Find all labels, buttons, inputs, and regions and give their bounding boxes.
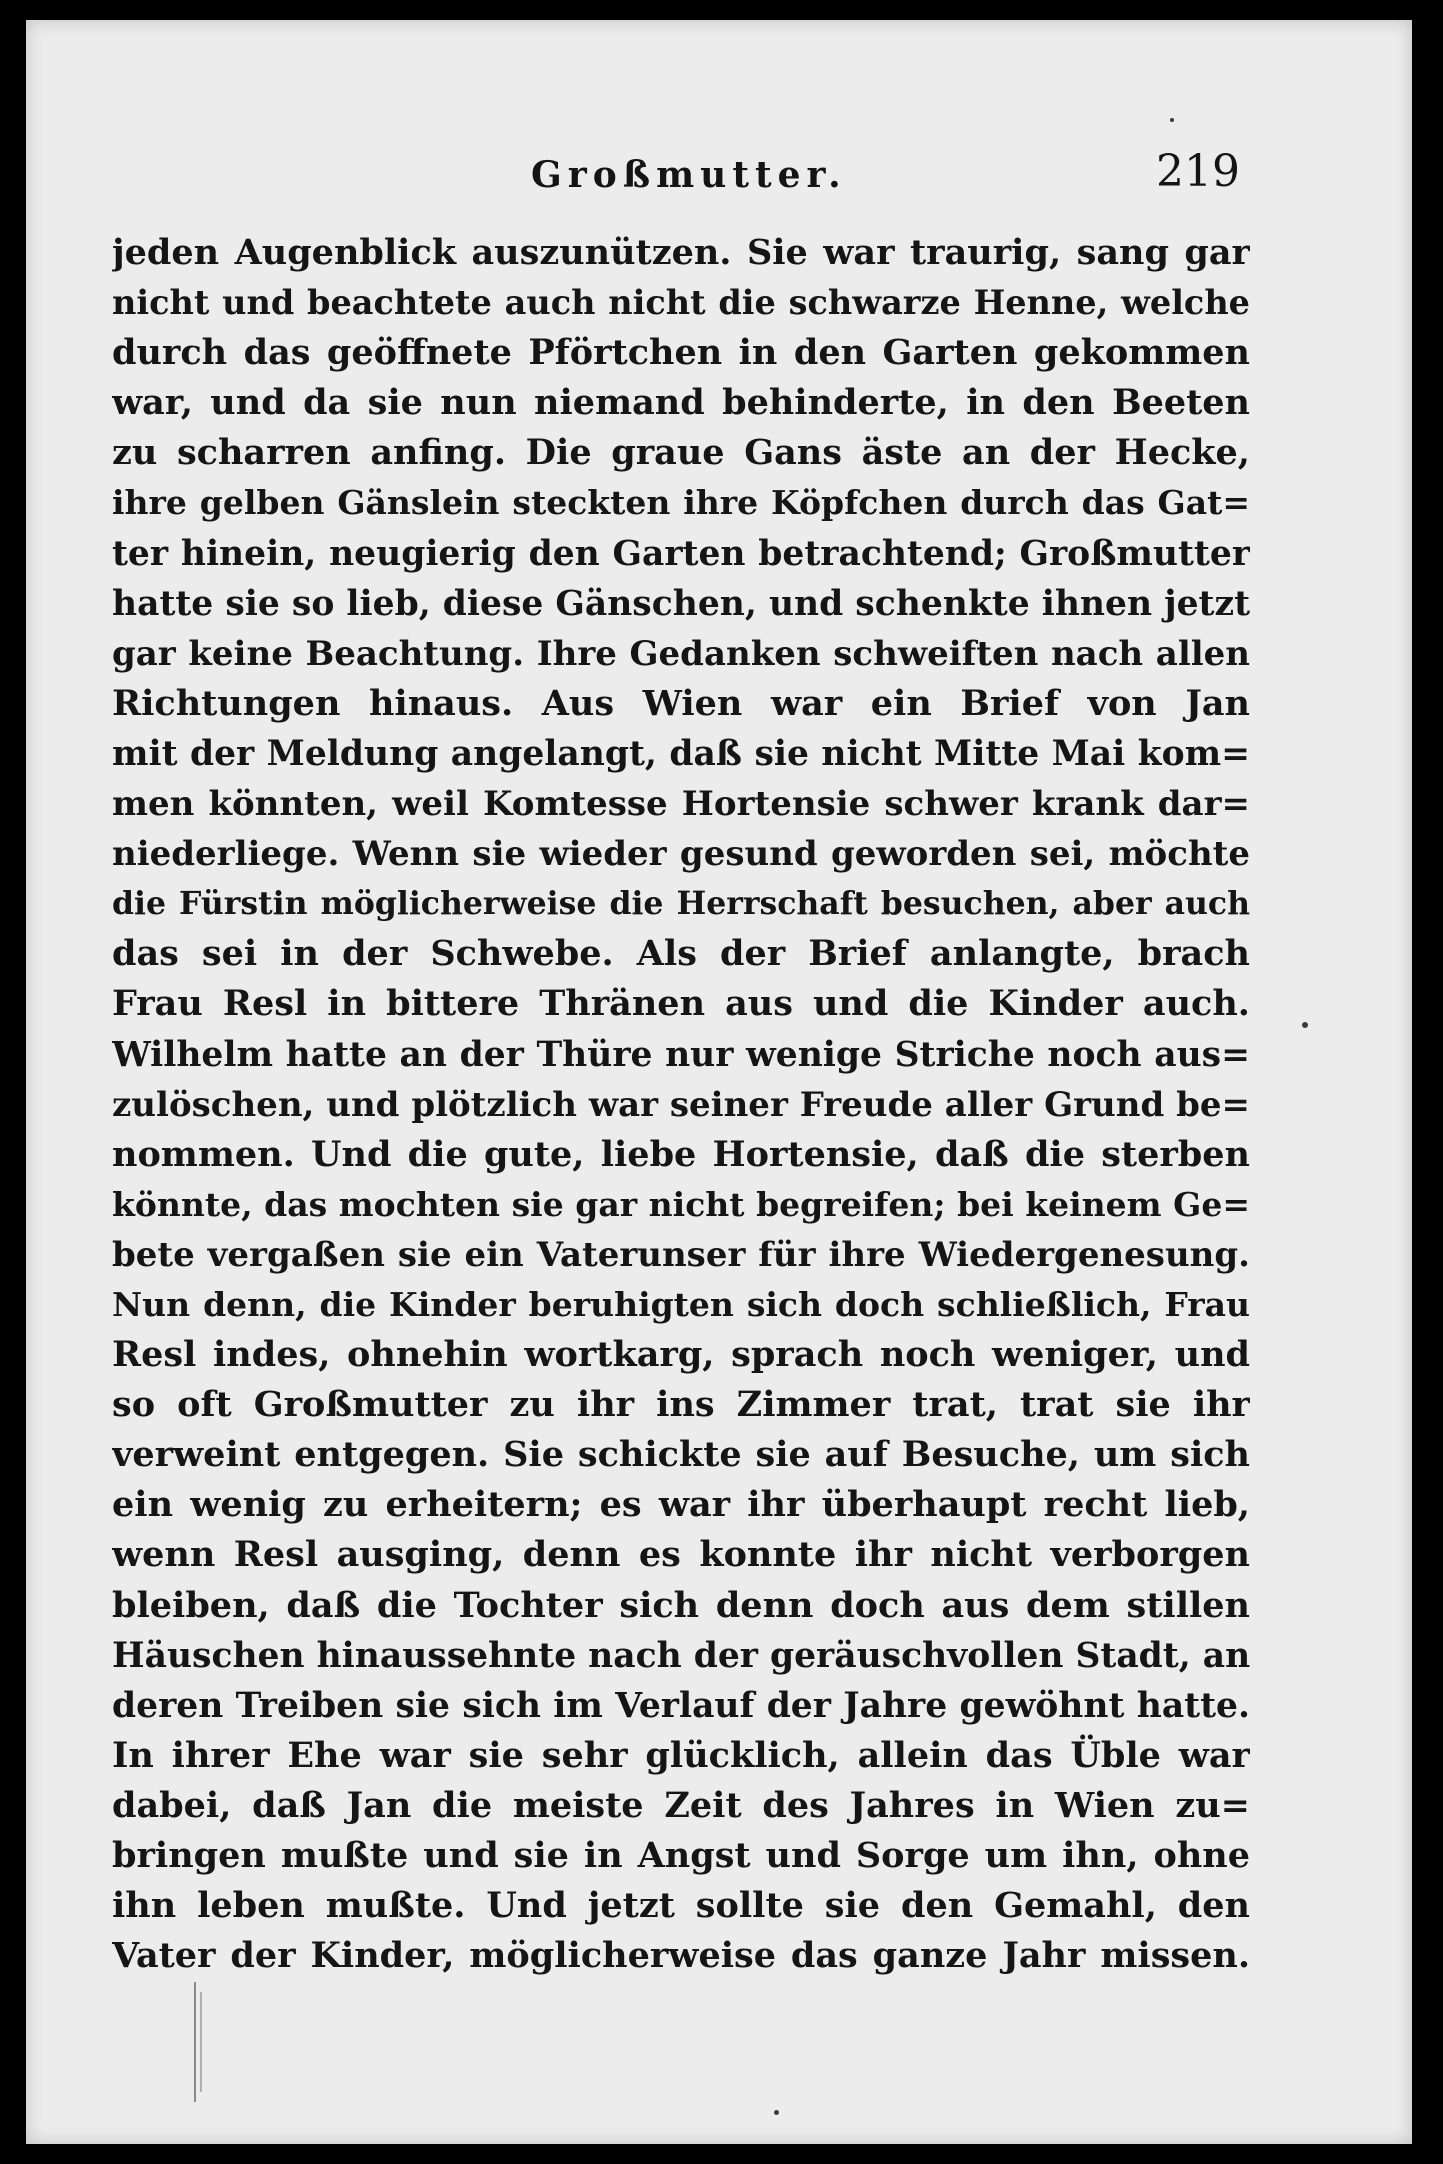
text-line: hatte sie so lieb, diese Gänschen, und schenkte ihnen jetzt <box>112 583 1250 624</box>
text-line: Richtungen hinaus. Aus Wien war ein Brief von Jan <box>112 682 1250 724</box>
text-line: ein wenig zu erheitern; es war ihr überhaupt recht lieb, <box>112 1484 1250 1526</box>
text-line: könnte, das mochten sie gar nicht begreifen; bei keinem Ge= <box>112 1184 1250 1224</box>
text-line: mit der Meldung angelangt, daß sie nicht Mitte Mai kom= <box>112 733 1250 774</box>
text-line: ter hinein, neugierig den Garten betrachtend; Großmutter <box>112 533 1250 574</box>
text-line: ihn leben mußte. Und jetzt sollte sie den Gemahl, den <box>112 1885 1250 1927</box>
text-line: war, und da sie nun niemand behinderte, in den Beeten <box>112 382 1250 424</box>
text-line: deren Treiben sie sich im Verlauf der Jahre gewöhnt hatte. <box>112 1685 1250 1726</box>
running-title: Großmutter. <box>531 154 847 196</box>
text-line: gar keine Beachtung. Ihre Gedanken schweiften nach allen <box>112 633 1250 674</box>
text-line: Häuschen hinaussehnte nach der geräuschvollen Stadt, an <box>112 1635 1250 1676</box>
text-line: zu scharren anfing. Die graue Gans äste an der Hecke, <box>112 432 1250 474</box>
text-line: durch das geöffnete Pförtchen in den Garten gekommen <box>112 332 1250 374</box>
text-line: wenn Resl ausging, denn es konnte ihr nicht verborgen <box>112 1534 1250 1576</box>
text-line: men könnten, weil Komtesse Hortensie schwer krank dar= <box>112 784 1250 825</box>
paper-speck <box>1302 1022 1308 1028</box>
text-line: nommen. Und die gute, liebe Hortensie, daß die sterben <box>112 1133 1250 1175</box>
paper-speck <box>1170 118 1174 122</box>
text-line: bleiben, daß die Tochter sich denn doch aus dem stillen <box>112 1584 1250 1626</box>
text-line: die Fürstin möglicherweise die Herrschaft besuchen, aber auch <box>112 885 1250 923</box>
text-line: Resl indes, ohnehin wortkarg, sprach noch weniger, und <box>112 1334 1250 1376</box>
text-line: niederliege. Wenn sie wieder gesund geworden sei, möchte <box>112 834 1250 875</box>
paper-crease <box>200 1992 202 2092</box>
page-number: 219 <box>1156 146 1240 197</box>
text-line: bringen mußte und sie in Angst und Sorge um ihn, ohne <box>112 1835 1250 1876</box>
text-line: In ihrer Ehe war sie sehr glücklich, allein das Üble war <box>112 1734 1250 1776</box>
paper-speck <box>774 2110 779 2115</box>
text-line: verweint entgegen. Sie schickte sie auf Besuche, um sich <box>112 1434 1250 1476</box>
text-line: zulöschen, und plötzlich war seiner Freude aller Grund be= <box>112 1084 1250 1125</box>
text-line: so oft Großmutter zu ihr ins Zimmer trat, trat sie ihr <box>112 1384 1250 1426</box>
paper-crease <box>194 1982 196 2102</box>
text-line: Wilhelm hatte an der Thüre nur wenige Striche noch aus= <box>112 1034 1250 1075</box>
text-line: nicht und beachtete auch nicht die schwarze Henne, welche <box>112 283 1250 323</box>
text-line: das sei in der Schwebe. Als der Brief anlangte, brach <box>112 933 1250 975</box>
text-line: ihre gelben Gänslein steckten ihre Köpfchen durch das Gat= <box>112 483 1250 523</box>
body-text <box>112 228 1250 1981</box>
text-line: jeden Augenblick auszunützen. Sie war traurig, sang gar <box>112 232 1250 273</box>
text-line: Nun denn, die Kinder beruhigten sich doch schließlich, Frau <box>112 1284 1250 1324</box>
text-line: Vater der Kinder, möglicherweise das ganze Jahr missen. <box>112 1935 1250 1977</box>
text-line: Frau Resl in bittere Thränen aus und die Kinder auch. <box>112 983 1250 1025</box>
text-line: bete vergaßen sie ein Vaterunser für ihre Wiedergenesung. <box>112 1234 1250 1275</box>
page-header <box>26 138 1412 218</box>
book-page <box>26 20 1412 2144</box>
text-line: dabei, daß Jan die meiste Zeit des Jahres in Wien zu= <box>112 1784 1250 1826</box>
